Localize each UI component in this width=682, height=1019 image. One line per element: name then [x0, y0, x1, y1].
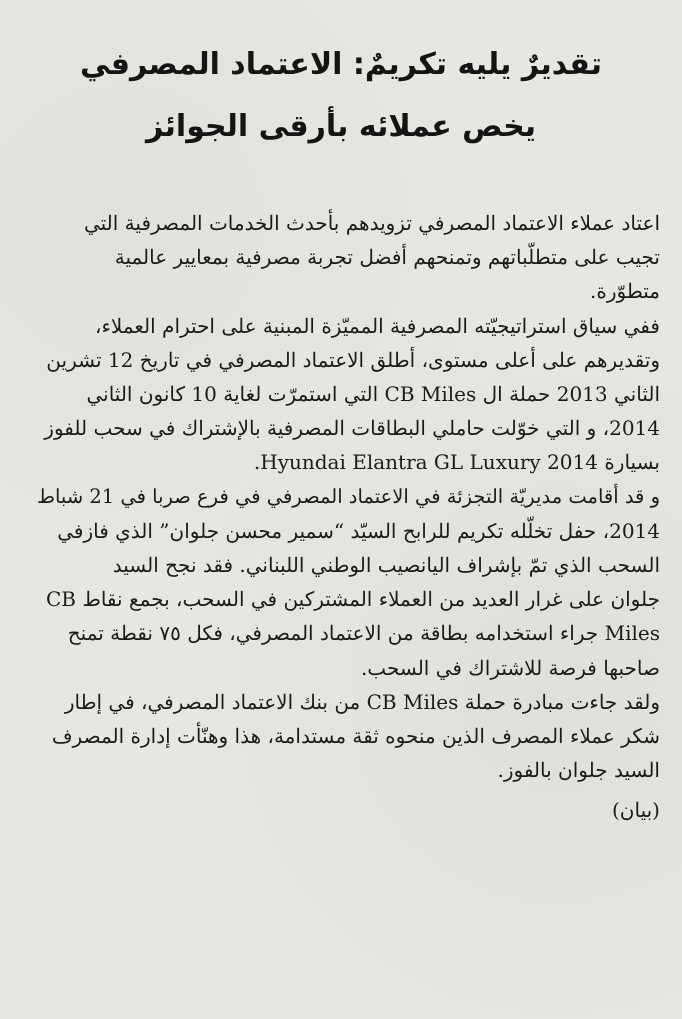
paragraph-line: الثاني 2013 حملة ال CB Miles التي استمرّت لغاية 10 كانون الثاني: [86, 382, 660, 407]
paragraph-line: السحب الذي تمّ بإشراف اليانصيب الوطني اللبناني. فقد نجح السيد: [112, 553, 660, 578]
paragraph-line: 2014، حفل تخلّله تكريم للرابح السيّد “سمير محسن جلوان” الذي فازفي: [57, 518, 660, 543]
paragraph-3: [22, 480, 660, 685]
paragraph-line: متطوّرة.: [590, 279, 660, 304]
headline-line-1: تقديرٌ يليه تكريمٌ: الاعتماد المصرفي: [79, 47, 602, 82]
paragraph-4: [22, 685, 660, 788]
article-headline: [22, 34, 660, 158]
paragraph-line: و قد أقامت مديريّة التجزئة في الاعتماد المصرفي في فرع صربا في 21 شباط: [36, 484, 660, 508]
paragraph-line: جلوان على غرار العديد من العملاء المشتركين في السحب، بجمع نقاط CB: [45, 587, 660, 612]
paragraph-line: تجيب على متطلّباتهم وتمنحهم أفضل تجربة مصرفية بمعايير عالمية: [114, 245, 660, 270]
paragraph-line: اعتاد عملاء الاعتماد المصرفي تزويدهم بأحدث الخدمات المصرفية التي: [83, 211, 660, 235]
paragraph-1: [22, 206, 660, 309]
paragraph-line: Miles جراء استخدامه بطاقة من الاعتماد المصرفي، فكل ٧٥ نقطة تمنح: [67, 621, 660, 646]
paragraph-2: [22, 309, 660, 480]
paragraph-line: السيد جلوان بالفوز.: [497, 758, 660, 783]
paragraph-line: وتقديرهم على أعلى مستوى، أطلق الاعتماد المصرفي في تاريخ 12 تشرين: [46, 347, 660, 372]
paragraph-line: بسيارة Hyundai Elantra GL Luxury 2014.: [253, 450, 660, 475]
paragraph-line: ولقد جاءت مبادرة حملة CB Miles من بنك الاعتماد المصرفي، في إطار: [64, 689, 660, 714]
article-body: [22, 206, 660, 827]
paragraph-line: 2014، و التي خوّلت حاملي البطاقات المصرفية بالإشتراك في سحب للفوز: [44, 416, 660, 441]
paragraph-line: صاحبها فرصة للاشتراك في السحب.: [360, 655, 660, 680]
source-label: (بيان): [612, 798, 660, 823]
article-source: [22, 793, 660, 827]
paragraph-line: شكر عملاء المصرف الذين منحوه ثقة مستدامة، هذا وهنّأت إدارة المصرف: [51, 724, 660, 749]
headline-line-2: يخص عملائه بأرقى الجوائز: [146, 109, 536, 144]
paragraph-line: ففي سياق استراتيجيّته المصرفية المميّزة المبنية على احترام العملاء،: [95, 313, 660, 338]
